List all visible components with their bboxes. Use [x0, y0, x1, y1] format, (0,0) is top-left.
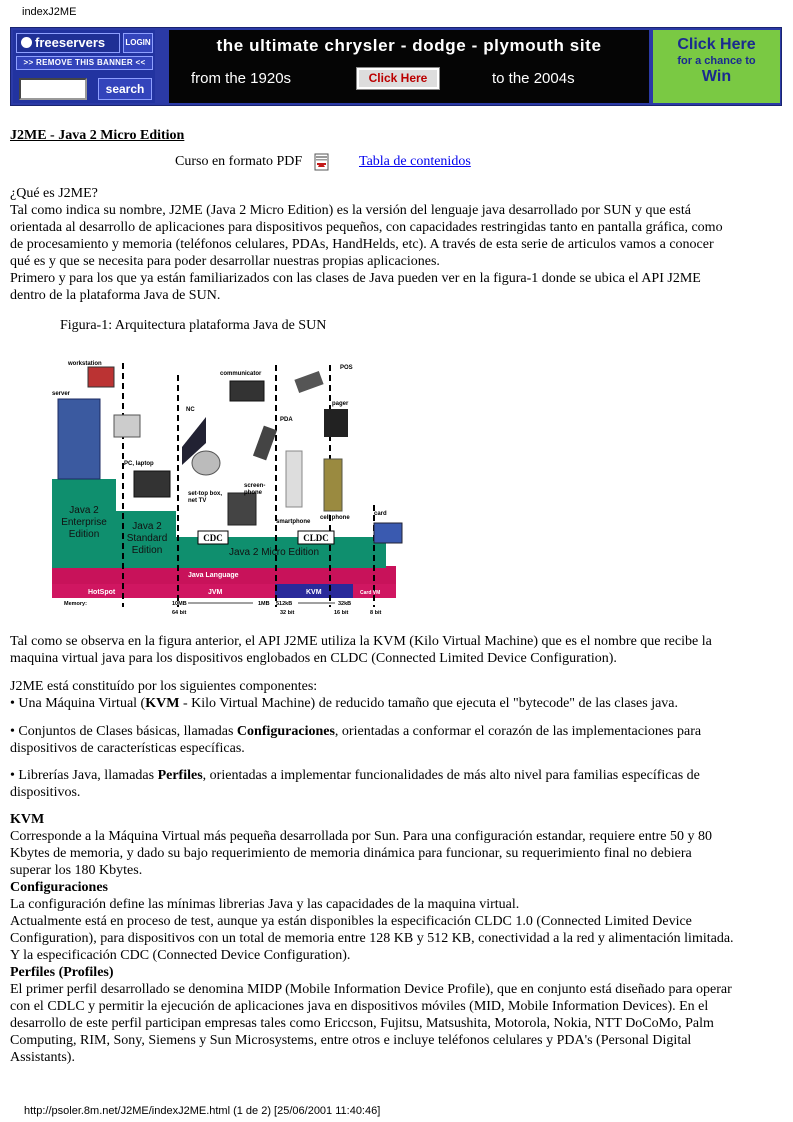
pc-icon: [114, 415, 140, 437]
bullet-perfiles: • Librerías Java, llamadas Perfiles, orientadas a implementar funcionalidades de más alto nivel para familias específicas de: [10, 768, 700, 783]
fig-label-pda: PDA: [280, 417, 293, 423]
pdf-icon[interactable]: [313, 153, 331, 171]
fig-label-communicator: communicator: [220, 371, 262, 377]
settop-icon: [192, 451, 220, 475]
fig-j2se-line3: Edition: [131, 545, 163, 556]
profiles-line: El primer perfil desarrollado se denomina MIDP (Mobile Information Device Profile), que en conjunto está diseñado para operar: [10, 982, 732, 997]
p2-line: Tal como se observa en la figura anterior, el API J2ME utiliza la KVM (Kilo Virtual Machine) que es el nombre que recibe la: [10, 634, 712, 649]
fig-label-server: server: [52, 391, 71, 397]
login-button[interactable]: LOGIN: [123, 33, 153, 53]
fig-mem-8bit: 8 bit: [370, 610, 382, 616]
kvm-line: Kbytes de memoria, y dado su bajo requerimiento de memoria dinámica para funcionar, su requerimiento final no debiera: [10, 846, 692, 861]
fig-label-workstation: workstation: [68, 361, 102, 367]
fig-mem-10mb: 10MB: [172, 601, 187, 607]
workstation-icon: [88, 367, 114, 387]
communicator-icon: [230, 381, 264, 401]
config-line: Y la especificación CDC (Connected Device Configuration).: [10, 948, 351, 963]
promo-line2: for a chance to: [677, 55, 756, 67]
smartphone-icon: [286, 451, 302, 507]
search-button[interactable]: search: [98, 78, 152, 100]
config-line: La configuración define las mínimas librerias Java y las capacidades de la maquina virtual.: [10, 897, 520, 912]
fig-mem-512kb: 512kB: [276, 601, 293, 607]
laptop-icon: [134, 471, 170, 497]
fig-java-language: Java Language: [188, 572, 239, 579]
kvm-line: superar los 180 Kbytes.: [10, 863, 143, 878]
fig-kvm: KVM: [306, 589, 322, 596]
fig-mem-16bit: 16 bit: [334, 610, 349, 616]
fig-cardvm: Card VM: [360, 590, 381, 596]
config-heading: Configuraciones: [10, 880, 108, 895]
fig-label-smartphone: smartphone: [276, 519, 311, 525]
fig-memory-label: Memory:: [64, 601, 87, 607]
fig-j2ee-line2: Enterprise: [61, 517, 107, 528]
win-promo-button[interactable]: [653, 30, 780, 103]
table-of-contents-link[interactable]: Tabla de contenidos: [359, 154, 471, 169]
kvm-line: Corresponde a la Máquina Virtual más pequeña desarrollada por Sun. Para una configuración estandar, requiere entre 50 y 80: [10, 829, 712, 844]
profiles-line: desarrollo de este perfil participan empresas tales como Ericcson, Fujitsu, Matsushita, Motorola, Nokia, NTT DoCoMo, Palm: [10, 1016, 714, 1031]
ad-title: the ultimate chrysler - dodge - plymouth site: [216, 36, 602, 55]
fig-j2me-label: Java 2 Micro Edition: [228, 547, 320, 558]
remove-banner-link[interactable]: >> REMOVE THIS BANNER <<: [16, 56, 153, 70]
fig-label-cellphone: cell phone: [320, 515, 350, 521]
fig-mem-32kb: 32kB: [338, 601, 352, 607]
pda-icon: [253, 426, 277, 461]
fig-label-pc-laptop: PC, laptop: [124, 461, 154, 467]
fig-cdc-label: CDC: [203, 533, 223, 543]
pos-icon: [294, 371, 323, 393]
bullet-perfiles-cont: dispositivos.: [10, 785, 81, 800]
fig-label-pager: pager: [332, 401, 349, 407]
fig-hotspot: HotSpot: [88, 589, 116, 596]
profiles-heading: Perfiles (Profiles): [10, 965, 114, 980]
java-architecture-figure: [48, 355, 410, 617]
config-line: Configuration), para dispositivos con un total de memoria entre 128 KB y 512 KB, conectividad a la red y alimentación limitada.: [10, 931, 734, 946]
fig-mem-64bit: 64 bit: [172, 610, 187, 616]
profiles-line: con el CDLC y permitir la ejecución de aplicaciones java en dispositivos móviles (MID, Mobile Information Devices). En el: [10, 999, 709, 1014]
freeservers-panel: [13, 30, 155, 103]
ad-to-text: to the 2004s: [492, 70, 575, 87]
components-intro: J2ME está constituído por los siguientes componentes:: [10, 679, 318, 694]
promo-line1: Click Here: [677, 36, 756, 53]
screenphone-icon: [228, 493, 256, 525]
ad-from-text: from the 1920s: [191, 70, 292, 87]
bullet-configuraciones: • Conjuntos de Clases básicas, llamadas Configuraciones, orientadas a conformar el corazón de las implementaciones para: [10, 724, 702, 739]
bullet-kvm: • Una Máquina Virtual (KVM - Kilo Virtual Machine) de reducido tamaño que ejecuta el "bytecode" de las clases java.: [10, 696, 679, 711]
p1-line: qué es y que se necesita para poder desarrollar nuestras propias aplicaciones.: [10, 254, 440, 269]
fig-j2se-line1: Java 2: [132, 521, 162, 532]
fig-label-card: card: [374, 511, 387, 517]
page-footer: http://psoler.8m.net/J2ME/indexJ2ME.html (1 de 2) [25/06/2001 11:40:46]: [24, 1105, 381, 1117]
fig-mem-1mb: 1MB: [258, 601, 270, 607]
p2-line: maquina virtual java para los dispositivos englobados en CLDC (Connected Limited Device Configuration).: [10, 651, 617, 666]
profiles-line: Assistants).: [10, 1050, 75, 1065]
config-line: Actualmente está en proceso de test, aunque ya están disponibles la especificación CLDC 1.0 (Connected Limited Device: [10, 914, 692, 929]
p1-line: Tal como indica su nombre, J2ME (Java 2 Micro Edition) es la versión del lenguaje java desarrollado por SUN y que está: [10, 203, 691, 218]
p1-line: dentro de la plataforma Java de SUN.: [10, 288, 221, 303]
fig-j2se-line2: Standard: [126, 533, 168, 544]
p1-line: orientada al desarrollo de aplicaciones para dispositivos pequeños, con capacidades restringidas tanto en pantalla gráfica, como: [10, 220, 723, 235]
fig-label-net-tv: net TV: [188, 498, 207, 504]
freeservers-logo-icon: [21, 37, 32, 48]
cellphone-icon: [324, 459, 342, 511]
promo-line3: Win: [701, 68, 732, 85]
fig-label-screenphone2: phone: [244, 490, 262, 496]
ad-banner: [10, 27, 782, 106]
bullet-configuraciones-cont: dispositivos de características específicas.: [10, 741, 245, 756]
p1-line: Primero y para los que ya están familiarizados con las clases de Java pueden ver en la figura-1 donde se ubica el API J2ME: [10, 271, 701, 286]
document-header: indexJ2ME: [22, 6, 77, 18]
fig-label-screenphone1: screen-: [244, 483, 266, 489]
card-icon: [374, 523, 402, 543]
fig-label-settop: set-top box,: [188, 491, 222, 497]
fig-label-pos: POS: [340, 365, 353, 371]
ad-click-here-button[interactable]: Click Here: [357, 68, 439, 89]
figure-caption: Figura-1: Arquitectura plataforma Java de SUN: [60, 318, 327, 333]
page-title: J2ME - Java 2 Micro Edition: [10, 128, 185, 143]
p1-heading: ¿Qué es J2ME?: [10, 186, 98, 201]
pager-icon: [324, 409, 348, 437]
chrysler-ad[interactable]: [169, 30, 649, 103]
server-icon: [58, 399, 100, 479]
fig-jvm: JVM: [208, 589, 223, 596]
pdf-label: Curso en formato PDF: [175, 154, 303, 169]
freeservers-logo-text: freeservers: [35, 35, 106, 50]
search-input[interactable]: [19, 78, 87, 100]
fig-j2ee-line1: Java 2: [69, 505, 99, 516]
fig-cldc-label: CLDC: [303, 533, 329, 543]
fig-j2ee-line3: Edition: [68, 529, 100, 540]
kvm-heading: KVM: [10, 812, 45, 827]
fig-label-nc: NC: [186, 407, 195, 413]
fig-mem-32bit: 32 bit: [280, 610, 295, 616]
p1-line: de procesamiento y memoria (teléfonos celulares, PDAs, HandHelds, etc). A través de esta serie de articulos vamos a conocer: [10, 237, 714, 252]
freeservers-logo[interactable]: [16, 33, 120, 53]
profiles-line: Computing, RIM, Sony, Siemens y Sun Microsystems, entre otros e incluye teléfonos celulares y PDA's (Personal Digital: [10, 1033, 692, 1048]
